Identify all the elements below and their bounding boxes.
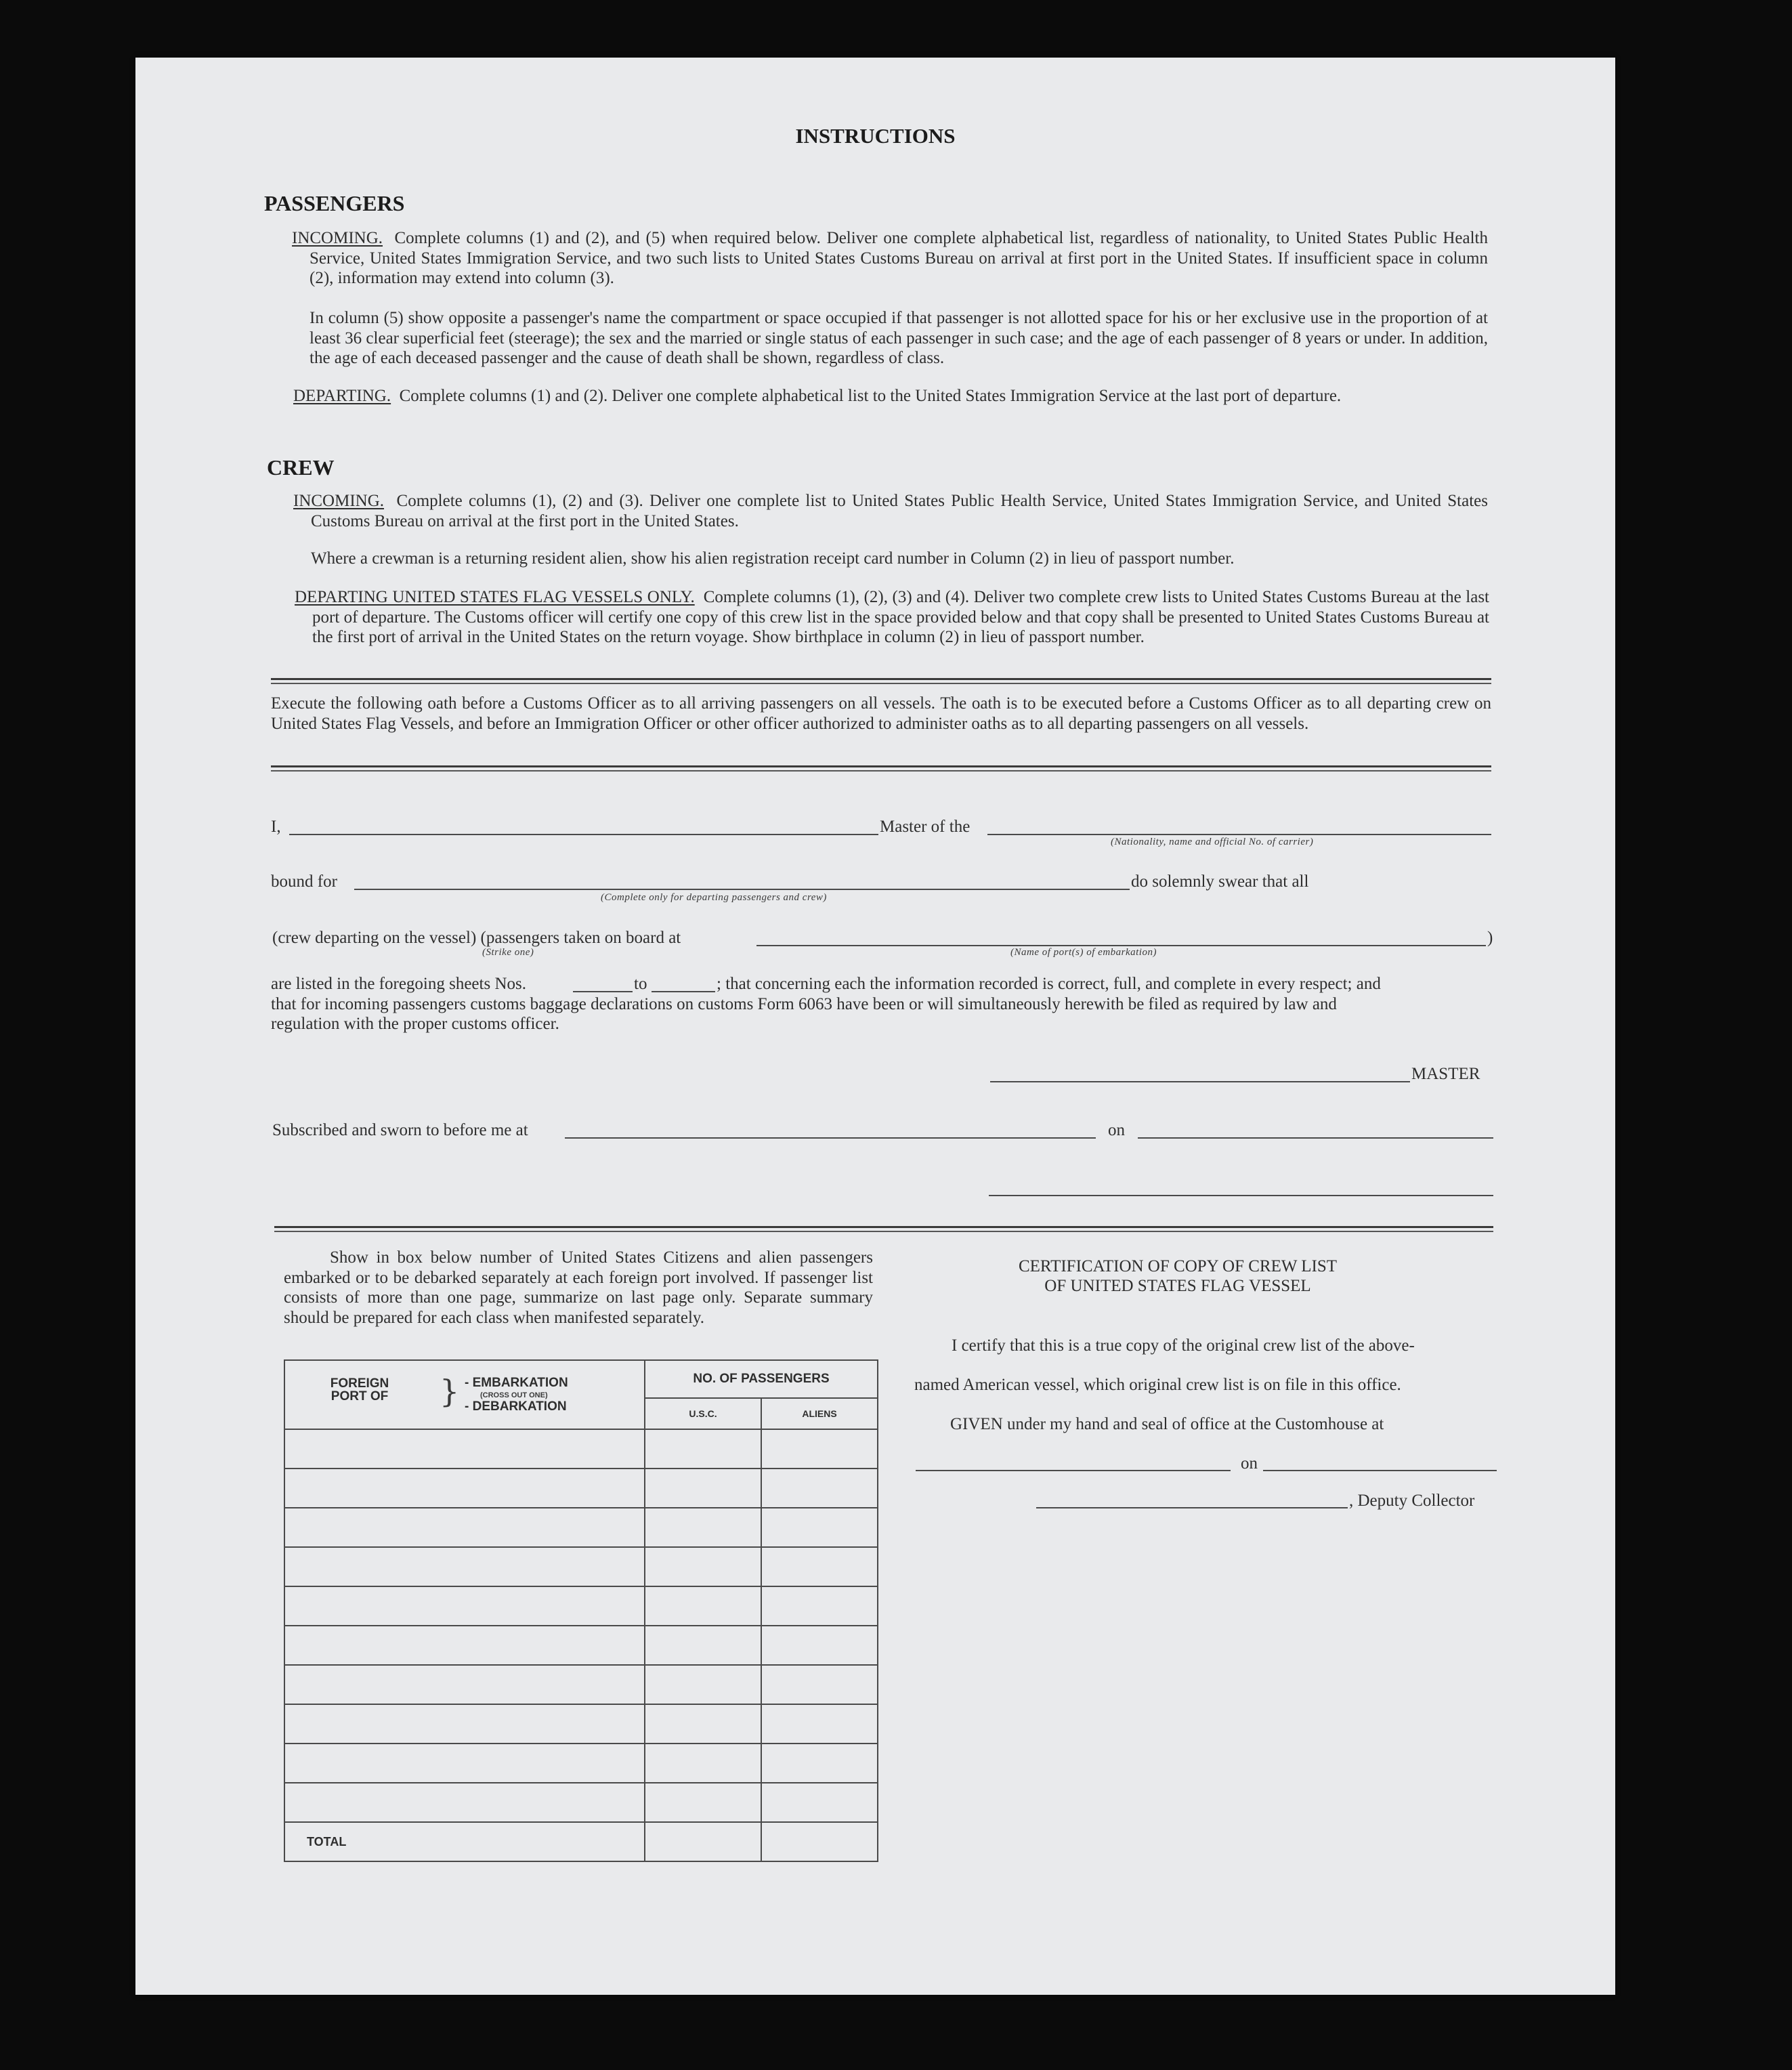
certification-line3: GIVEN under my hand and seal of office at the Customhouse at bbox=[950, 1415, 1384, 1433]
no-of-passengers-header: NO. OF PASSENGERS bbox=[645, 1360, 878, 1398]
customhouse-field[interactable] bbox=[916, 1470, 1231, 1471]
passengers-incoming-paragraph bbox=[292, 228, 1488, 289]
certification-line1: I certify that this is a true copy of the original crew list of the above- bbox=[952, 1336, 1415, 1355]
passengers-column5-paragraph: In column (5) show opposite a passenger's name the compartment or space occupied if that passenger is not allotted space for his or her exclusive use in the proportion of at least 36 clear superficial feet (steerage); the sex and the married or single status of each passenger in such case; and the age of each passenger of 8 years or under. In addition, the age of each deceased passenger and the cause of death shall be shown, regardless of class. bbox=[310, 309, 1488, 367]
divider bbox=[271, 765, 1491, 772]
port-cell[interactable] bbox=[284, 1429, 645, 1469]
table-row bbox=[284, 1665, 878, 1704]
deputy-collector-label: , Deputy Collector bbox=[1349, 1492, 1475, 1510]
table-row bbox=[284, 1508, 878, 1547]
foreign-port-header bbox=[284, 1360, 645, 1429]
aliens-cell[interactable] bbox=[761, 1783, 878, 1822]
master-name-field[interactable] bbox=[289, 834, 878, 835]
departing-caption: (Complete only for departing passengers and crew) bbox=[601, 892, 827, 903]
certification-on-label: on bbox=[1241, 1454, 1258, 1473]
carrier-field[interactable] bbox=[987, 834, 1491, 835]
table-row bbox=[284, 1783, 878, 1822]
usc-cell[interactable] bbox=[645, 1429, 761, 1469]
usc-cell[interactable] bbox=[645, 1547, 761, 1586]
listed-rest: ; that concerning each the information recorded is correct, full, and complete in every respect; and bbox=[717, 975, 1381, 993]
passengers-heading: PASSENGERS bbox=[264, 191, 405, 215]
debarkation-label: - DEBARKATION bbox=[465, 1399, 567, 1414]
port-cell[interactable] bbox=[284, 1469, 645, 1508]
listed-to: to bbox=[634, 975, 647, 993]
certification-date-field[interactable] bbox=[1263, 1470, 1497, 1471]
deputy-collector-signature-field[interactable] bbox=[1036, 1507, 1348, 1508]
crew-passengers-text: (crew departing on the vessel) (passengers taken on board at bbox=[272, 929, 681, 947]
crew-incoming-text: Complete columns (1), (2) and (3). Deliver one complete list to United States Public Health Service, United States Immigration Service, and United States Customs Bureau on arrival at the first port in the United States. bbox=[311, 492, 1488, 530]
form-sheet bbox=[135, 58, 1615, 1995]
table-row bbox=[284, 1744, 878, 1783]
port-caption: (Name of port(s) of embarkation) bbox=[1010, 947, 1157, 958]
nationality-caption: (Nationality, name and official No. of carrier) bbox=[1111, 837, 1314, 847]
total-label: TOTAL bbox=[284, 1822, 645, 1861]
port-cell[interactable] bbox=[284, 1744, 645, 1783]
aliens-cell[interactable] bbox=[761, 1626, 878, 1665]
aliens-cell[interactable] bbox=[761, 1704, 878, 1744]
certification-heading-line2: OF UNITED STATES FLAG VESSEL bbox=[1044, 1277, 1311, 1295]
bound-for-field[interactable] bbox=[354, 889, 1130, 890]
usc-cell[interactable] bbox=[645, 1626, 761, 1665]
usc-cell[interactable] bbox=[645, 1469, 761, 1508]
table-row bbox=[284, 1547, 878, 1586]
divider bbox=[271, 678, 1491, 684]
port-cell[interactable] bbox=[284, 1508, 645, 1547]
passengers-incoming-text: Complete columns (1) and (2), and (5) when required below. Deliver one complete alphabetical list, regardless of nationality, to United States Public Health Service, United States Immigration Service, and two such lists to United States Customs Bureau on arrival at first port in the United States. If insufficient space in column (2), information may extend into column (3). bbox=[310, 229, 1489, 287]
oath-instructions: Execute the following oath before a Customs Officer as to all arriving passengers on all vessels. The oath is to be executed before a Customs Officer as to all departing crew on United States Flag Vessels, and before an Immigration Officer or other officer authorized to administer oaths as to all departing passengers on all vessels. bbox=[271, 694, 1491, 733]
aliens-header: ALIENS bbox=[761, 1398, 878, 1429]
aliens-cell[interactable] bbox=[761, 1469, 878, 1508]
usc-cell[interactable] bbox=[645, 1783, 761, 1822]
port-cell[interactable] bbox=[284, 1665, 645, 1704]
master-label: MASTER bbox=[1411, 1065, 1480, 1083]
table-row bbox=[284, 1626, 878, 1665]
passengers-departing-text: Complete columns (1) and (2). Deliver one complete alphabetical list to the United States Immigration Service at the last port of departure. bbox=[399, 387, 1342, 405]
embarkation-label: - EMBARKATION bbox=[465, 1376, 568, 1390]
table-row bbox=[284, 1586, 878, 1626]
sheet-from-field[interactable] bbox=[573, 991, 633, 992]
table-row bbox=[284, 1469, 878, 1508]
officer-signature-field[interactable] bbox=[989, 1195, 1493, 1196]
aliens-cell[interactable] bbox=[761, 1547, 878, 1586]
usc-cell[interactable] bbox=[645, 1508, 761, 1547]
aliens-cell[interactable] bbox=[761, 1429, 878, 1469]
crew-incoming-lead: INCOMING. bbox=[293, 492, 385, 510]
port-cell[interactable] bbox=[284, 1704, 645, 1744]
table-row bbox=[284, 1429, 878, 1469]
crew-heading: CREW bbox=[267, 455, 335, 480]
usc-cell[interactable] bbox=[645, 1704, 761, 1744]
embarkation-port-field[interactable] bbox=[756, 945, 1486, 946]
usc-cell[interactable] bbox=[645, 1586, 761, 1626]
solemnly-swear-text: do solemnly swear that all bbox=[1131, 872, 1309, 891]
usc-cell[interactable] bbox=[645, 1665, 761, 1704]
sworn-at-field[interactable] bbox=[565, 1137, 1096, 1139]
passengers-departing-paragraph bbox=[293, 386, 1488, 406]
port-cell[interactable] bbox=[284, 1626, 645, 1665]
aliens-total-cell[interactable] bbox=[761, 1822, 878, 1861]
master-of-the-label: Master of the bbox=[880, 818, 970, 836]
crew-incoming-paragraph bbox=[293, 491, 1488, 531]
aliens-cell[interactable] bbox=[761, 1665, 878, 1704]
listed-line3: regulation with the proper customs officer. bbox=[271, 1015, 559, 1033]
sheet-to-field[interactable] bbox=[652, 991, 715, 992]
foreign-port-of-label: FOREIGN PORT OF bbox=[330, 1376, 389, 1403]
brace-icon: } bbox=[440, 1373, 460, 1410]
oath-i-label: I, bbox=[271, 818, 281, 836]
crew-departing-lead: DEPARTING UNITED STATES FLAG VESSELS ONLY. bbox=[295, 588, 695, 606]
crew-departing-text: Complete columns (1), (2), (3) and (4). Deliver two complete crew lists to United States Customs Bureau at the last port of departure. The Customs officer will certify one copy of this crew list in the space provided below and that copy shall be presented to United States Customs Bureau at the first port of arrival in the United States on the return voyage. Show birthplace in column (2) in lieu of passport number. bbox=[312, 588, 1489, 646]
crew-departing-paragraph bbox=[295, 587, 1489, 648]
divider bbox=[274, 1226, 1493, 1232]
sworn-date-field[interactable] bbox=[1138, 1137, 1493, 1139]
listed-prefix: are listed in the foregoing sheets Nos. bbox=[271, 975, 526, 993]
passengers-incoming-lead: INCOMING. bbox=[292, 229, 383, 247]
crew-resident-paragraph: Where a crewman is a returning resident alien, show his alien registration receipt card number in Column (2) in lieu of passport number. bbox=[311, 549, 1235, 568]
listed-line2: that for incoming passengers customs baggage declarations on customs Form 6063 have been or will simultaneously herewith be filed as required by law and bbox=[271, 995, 1337, 1013]
usc-cell[interactable] bbox=[645, 1744, 761, 1783]
master-signature-field[interactable] bbox=[990, 1081, 1410, 1082]
total-row bbox=[284, 1822, 878, 1861]
aliens-cell[interactable] bbox=[761, 1586, 878, 1626]
usc-total-cell[interactable] bbox=[645, 1822, 761, 1861]
port-cell[interactable] bbox=[284, 1783, 645, 1822]
certification-heading-line1: CERTIFICATION OF COPY OF CREW LIST bbox=[1018, 1257, 1338, 1275]
passengers-departing-lead: DEPARTING. bbox=[293, 387, 391, 405]
close-paren: ) bbox=[1487, 929, 1493, 947]
cross-out-one-label: (CROSS OUT ONE) bbox=[480, 1391, 548, 1399]
usc-header: U.S.C. bbox=[645, 1398, 761, 1429]
sworn-on-label: on bbox=[1108, 1121, 1125, 1139]
strike-one-caption: (Strike one) bbox=[482, 947, 534, 958]
bound-for-label: bound for bbox=[271, 872, 337, 891]
certification-line2: named American vessel, which original crew list is on file in this office. bbox=[914, 1376, 1401, 1394]
passenger-summary-table bbox=[284, 1359, 878, 1862]
table-row bbox=[284, 1704, 878, 1744]
subscribed-label: Subscribed and sworn to before me at bbox=[272, 1121, 528, 1139]
aliens-cell[interactable] bbox=[761, 1744, 878, 1783]
aliens-cell[interactable] bbox=[761, 1508, 878, 1547]
page-title: INSTRUCTIONS bbox=[795, 124, 956, 148]
summary-instructions: Show in box below number of United States Citizens and alien passengers embarked or to be debarked separately at each foreign port involved. If passenger list consists of more than one page, summarize on last page only. Separate summary should be prepared for each class when manifested separately. bbox=[284, 1248, 873, 1327]
port-cell[interactable] bbox=[284, 1586, 645, 1626]
port-cell[interactable] bbox=[284, 1547, 645, 1586]
